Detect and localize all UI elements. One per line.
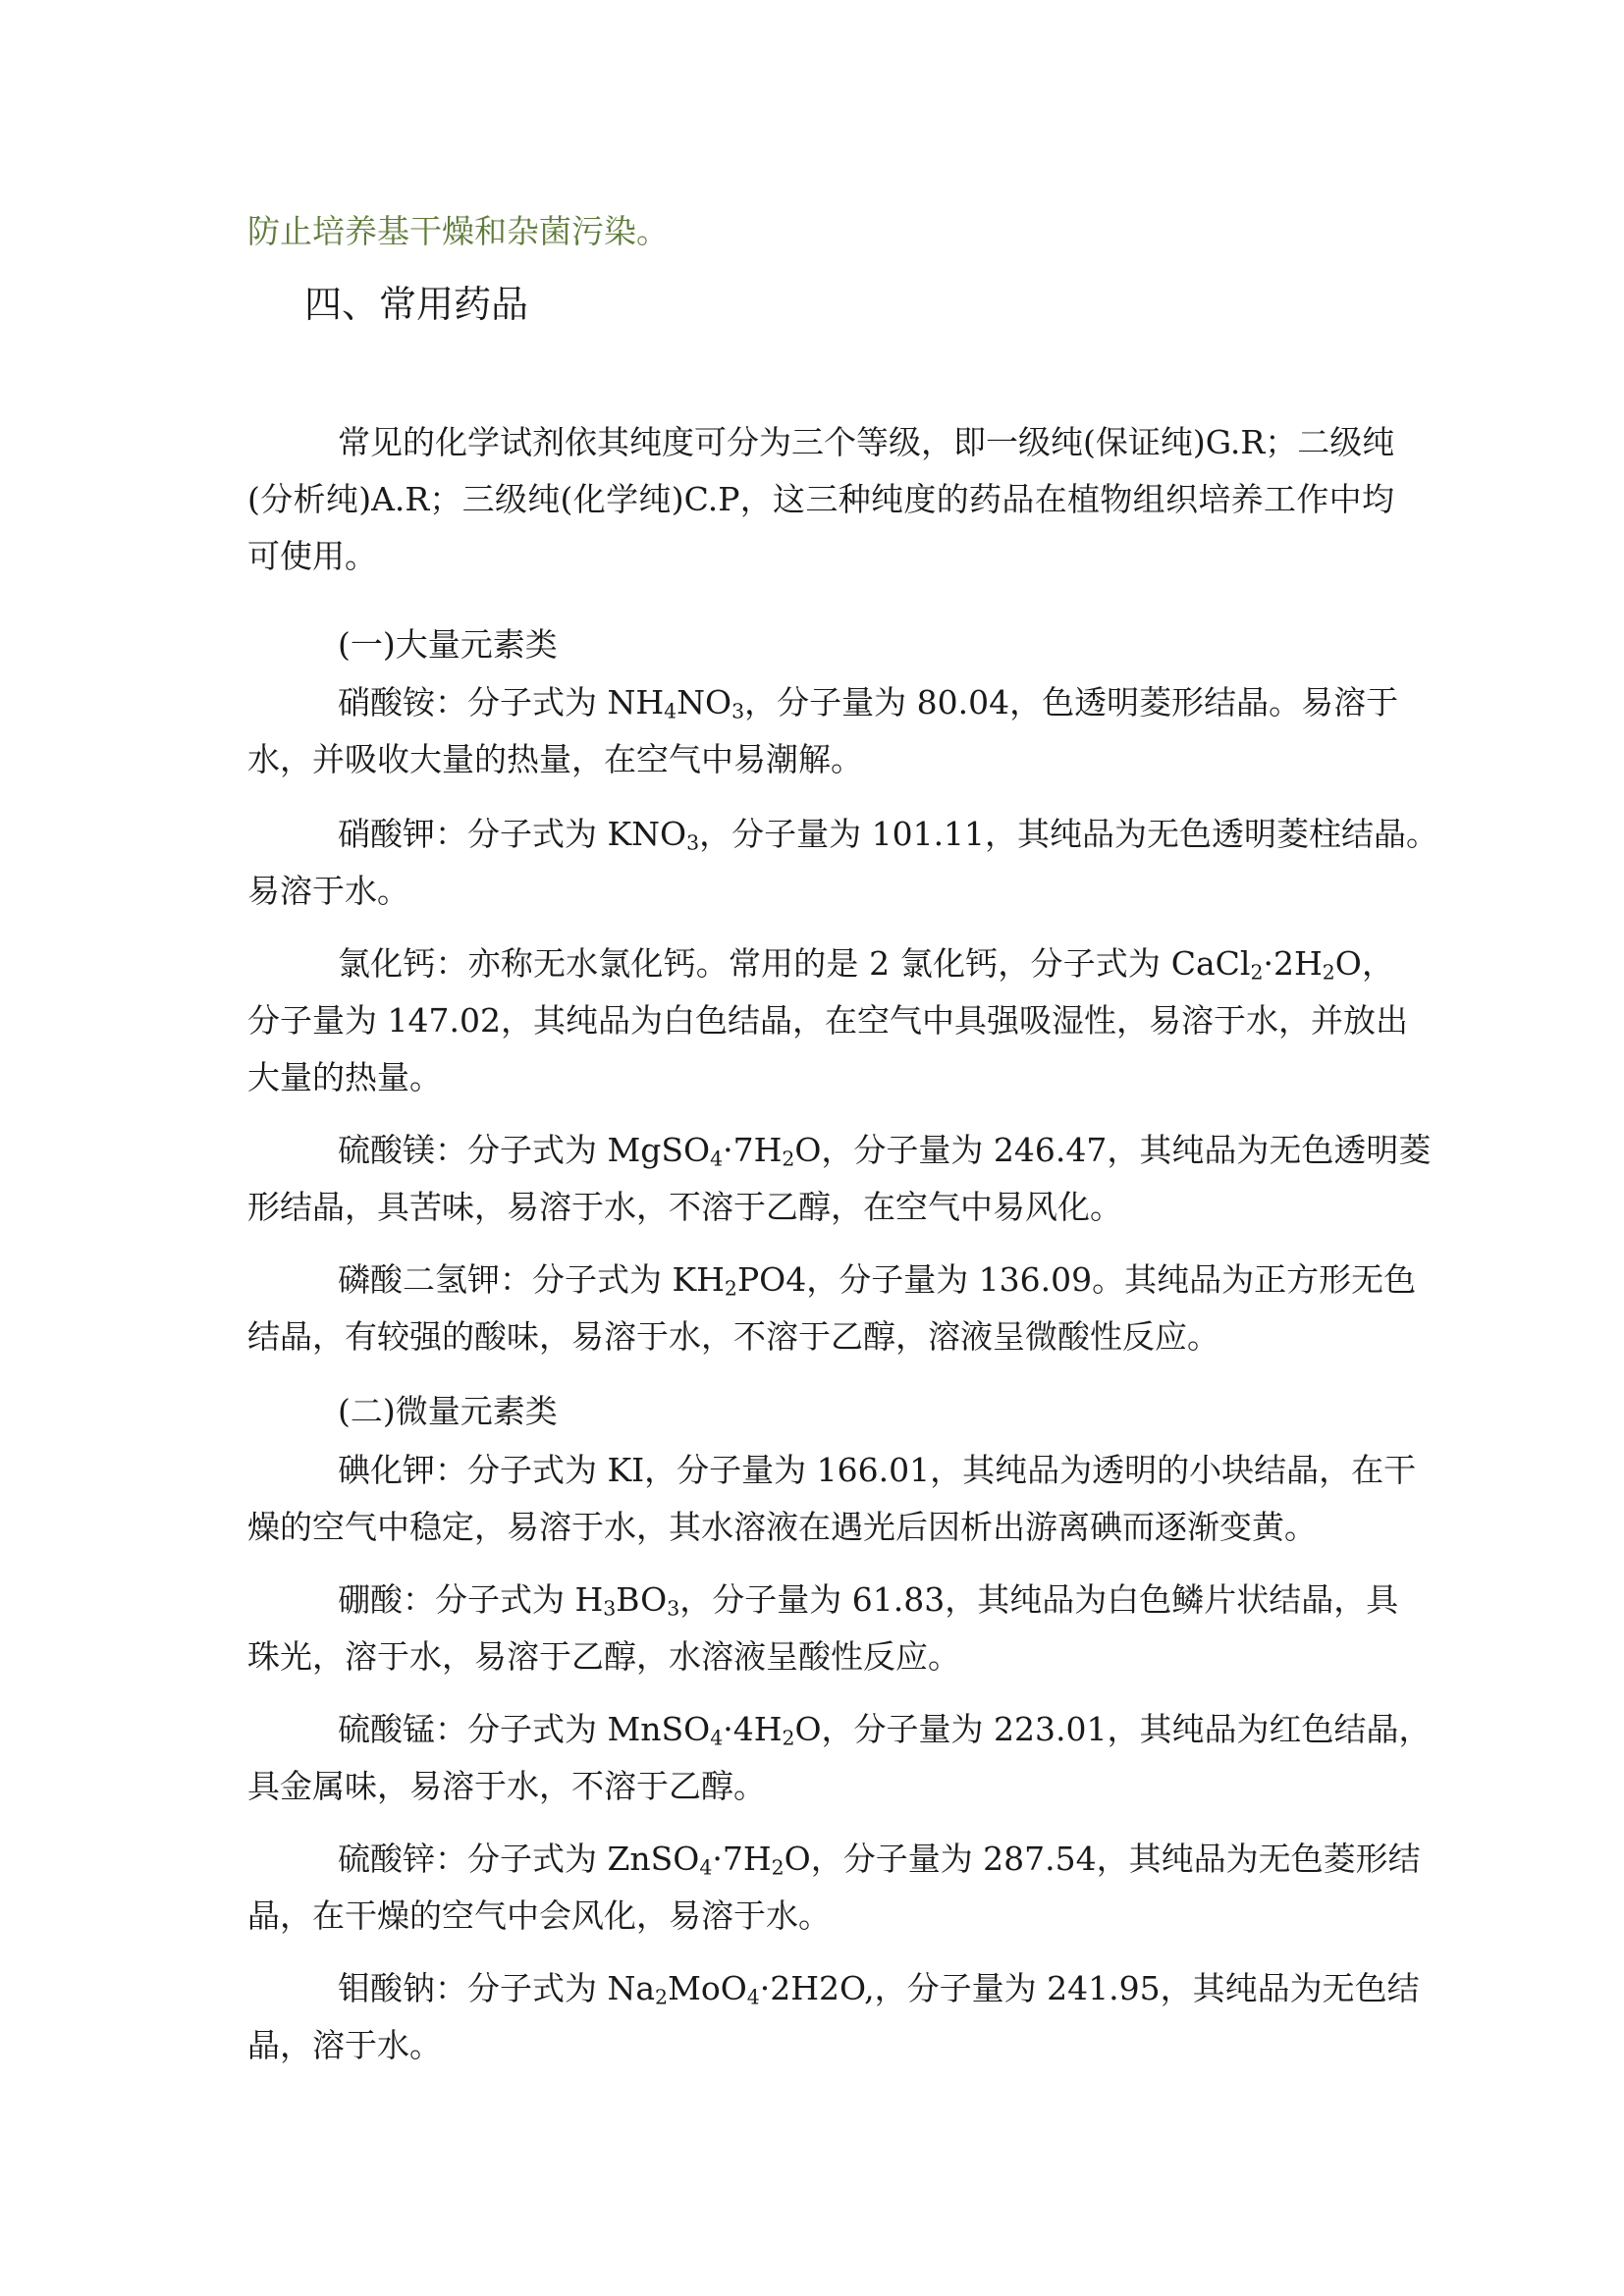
paragraph-nh4no3-line-1: 硝酸铵：分子式为 $NH_4NO_3$，分子量为 80.04，色透明菱形结晶。易溶于 — [338, 683, 1399, 723]
section-title: 四、常用药品 — [304, 283, 529, 326]
continuation-text: 防止培养基干燥和杂菌污染。 — [247, 212, 669, 250]
paragraph-mnso4-line-1: 硫酸锰：分子式为 $MnSO_4\cdot 4H_2O$，分子量为 223.01，其纯品为红色结晶， — [338, 1710, 1432, 1750]
paragraph-mgso4-line-2: 形结晶，具苦味，易溶于水，不溶于乙醇，在空气中易风化。 — [247, 1188, 1122, 1226]
intro-line-1: 常见的化学试剂依其纯度可分为三个等级，即一级纯(保证纯)G.R；二级纯 — [338, 423, 1395, 461]
paragraph-nh4no3-line-2: 水，并吸收大量的热量，在空气中易潮解。 — [247, 740, 863, 778]
paragraph-cacl2-line-2: 分子量为 147.02，其纯品为白色结晶，在空气中具强吸湿性，易溶于水，并放出 — [247, 1001, 1408, 1040]
subsection-title-macro: (一)大量元素类 — [338, 625, 558, 664]
paragraph-cacl2-line-1: 氯化钙：亦称无水氯化钙。常用的是 2 氯化钙，分子式为 $CaCl_2\cdot 2H_2O$， — [338, 944, 1394, 985]
paragraph-na2moo4-line-1: 钼酸钠：分子式为 $Na_2MoO_4\cdot 2H2O$,，分子量为 241.95，其纯品为无色结 — [338, 1969, 1420, 2009]
paragraph-mgso4-line-1: 硫酸镁：分子式为 $MgSO_4\cdot 7H_2O$，分子量为 246.47，其纯品为无色透明菱 — [338, 1131, 1432, 1171]
paragraph-kh2po4-line-1: 磷酸二氢钾：分子式为 $KH_2PO4$，分子量为 136.09。其纯品为正方形无色 — [338, 1260, 1417, 1301]
paragraph-ki-line-2: 燥的空气中稳定，易溶于水，其水溶液在遇光后因析出游离碘而逐渐变黄。 — [247, 1508, 1317, 1546]
intro-line-2: (分析纯)A.R；三级纯(化学纯)C.P，这三种纯度的药品在植物组织培养工作中均 — [247, 480, 1394, 518]
paragraph-znso4-line-2: 晶，在干燥的空气中会风化，易溶于水。 — [247, 1896, 831, 1935]
intro-line-3: 可使用。 — [247, 537, 377, 575]
paragraph-na2moo4-line-2: 晶，溶于水。 — [247, 2026, 442, 2064]
paragraph-mnso4-line-2: 具金属味，易溶于水，不溶于乙醇。 — [247, 1767, 766, 1805]
paragraph-kno3-line-1: 硝酸钾：分子式为 $KNO_3$，分子量为 101.11，其纯品为无色透明菱柱结晶。 — [338, 815, 1439, 855]
paragraph-ki-line-1: 碘化钾：分子式为 KI，分子量为 166.01，其纯品为透明的小块结晶，在干 — [338, 1451, 1417, 1489]
subsection-title-micro: (二)微量元素类 — [338, 1392, 558, 1430]
paragraph-kno3-line-2: 易溶于水。 — [247, 872, 409, 910]
paragraph-h3bo3-line-1: 硼酸：分子式为 $H_3BO_3$，分子量为 61.83，其纯品为白色鳞片状结晶，具 — [338, 1580, 1399, 1621]
paragraph-znso4-line-1: 硫酸锌：分子式为 $ZnSO_4\cdot 7H_2O$，分子量为 287.54，其纯品为无色菱形结 — [338, 1840, 1421, 1880]
paragraph-kh2po4-line-2: 结晶，有较强的酸味，易溶于水，不溶于乙醇，溶液呈微酸性反应。 — [247, 1317, 1219, 1356]
paragraph-cacl2-line-3: 大量的热量。 — [247, 1058, 442, 1096]
paragraph-h3bo3-line-2: 珠光，溶于水，易溶于乙醇，水溶液呈酸性反应。 — [247, 1637, 960, 1676]
